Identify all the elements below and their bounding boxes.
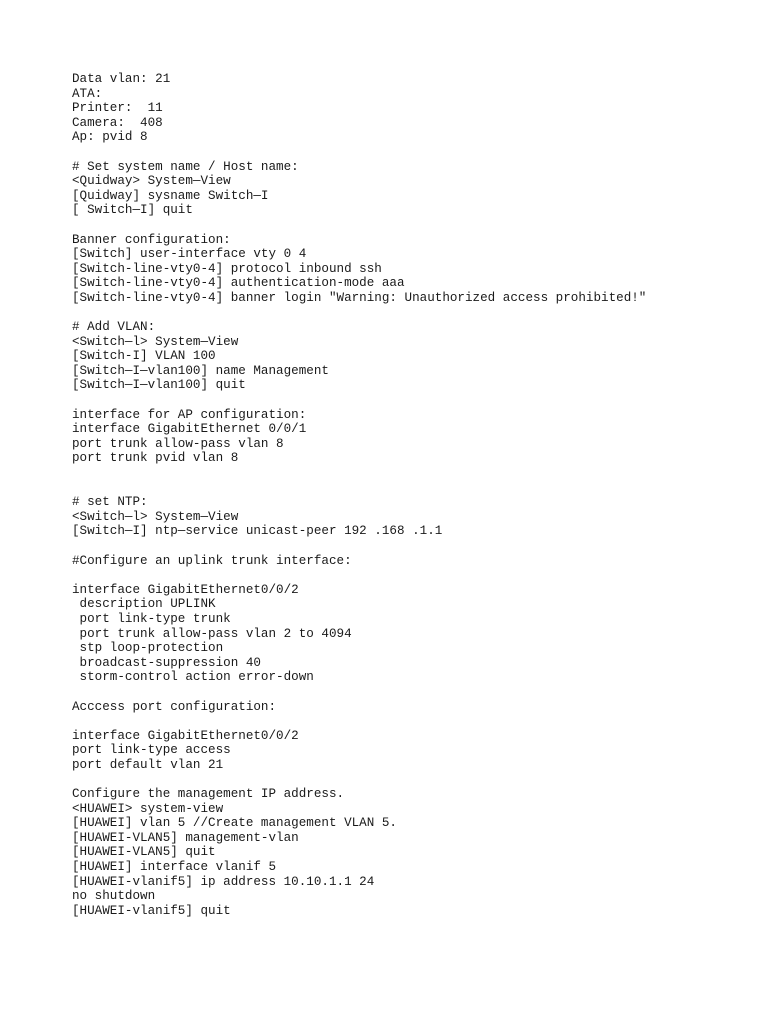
text-line: Camera: 408 (72, 115, 163, 130)
blank-line (72, 714, 752, 729)
blank-line (72, 306, 752, 321)
text-line: stp loop-protection (72, 641, 224, 656)
blank-line (72, 773, 752, 788)
text-line: port trunk pvid vlan 8 (72, 451, 239, 466)
text-line: interface for AP configuration: (72, 407, 307, 422)
text-line: # set NTP: (72, 495, 148, 510)
text-line: [HUAWEI-vlanif5] ip address 10.10.1.1 24 (72, 874, 375, 889)
blank-line (72, 685, 752, 700)
text-line: [Switch—I] ntp—service unicast-peer 192 .168 .1.1 (72, 524, 443, 539)
text-line: storm-control action error-down (72, 670, 314, 685)
text-line: # Set system name / Host name: (72, 159, 299, 174)
text-line: [Switch-line-vty0-4] authentication-mode aaa (72, 276, 405, 291)
text-line: <Switch—l> System—View (72, 509, 239, 524)
text-line: [Switch—I—vlan100] name Management (72, 363, 329, 378)
blank-line (72, 539, 752, 554)
text-line: [Quidway] sysname Switch—I (72, 188, 269, 203)
text-line: port link-type trunk (72, 611, 231, 626)
text-line: ATA: (72, 86, 103, 101)
text-line: #Configure an uplink trunk interface: (72, 553, 352, 568)
text-line: [HUAWEI-VLAN5] management-vlan (72, 830, 299, 845)
text-line: interface GigabitEthernet 0/0/1 (72, 422, 307, 437)
blank-line (72, 568, 752, 583)
text-line: [Switch-line-vty0-4] banner login "Warning: Unauthorized access prohibited!" (72, 290, 647, 305)
text-line: [HUAWEI-vlanif5] quit (72, 903, 231, 918)
text-line: port link-type access (72, 743, 231, 758)
text-line: port trunk allow-pass vlan 2 to 4094 (72, 626, 352, 641)
text-line: Configure the management IP address. (72, 787, 345, 802)
text-line: [Switch—I—vlan100] quit (72, 378, 246, 393)
text-line: Acccess port configuration: (72, 699, 277, 714)
text-line: [HUAWEI] interface vlanif 5 (72, 860, 277, 875)
text-line: # Add VLAN: (72, 320, 156, 335)
text-line: interface GigabitEthernet0/0/2 (72, 728, 299, 743)
text-line: broadcast-suppression 40 (72, 655, 261, 670)
text-line: [Switch] user-interface vty 0 4 (72, 247, 307, 262)
text-line: [Switch-line-vty0-4] protocol inbound ssh (72, 261, 382, 276)
text-line: [Switch-I] VLAN 100 (72, 349, 216, 364)
blank-line (72, 145, 752, 160)
blank-line (72, 218, 752, 233)
text-line: interface GigabitEthernet0/0/2 (72, 582, 299, 597)
text-line: Ap: pvid 8 (72, 130, 148, 145)
blank-line (72, 393, 752, 408)
text-line: [HUAWEI-VLAN5] quit (72, 845, 216, 860)
text-line: no shutdown (72, 889, 156, 904)
text-line: port default vlan 21 (72, 757, 224, 772)
text-line: <HUAWEI> system-view (72, 801, 224, 816)
text-line: <Quidway> System—View (72, 174, 231, 189)
blank-line (72, 481, 752, 496)
text-line: <Switch—l> System—View (72, 334, 239, 349)
text-line: [ Switch—I] quit (72, 203, 193, 218)
text-line: Printer: 11 (72, 101, 163, 116)
text-line: Data vlan: 21 (72, 72, 171, 86)
blank-line (72, 466, 752, 481)
text-line: Banner configuration: (72, 232, 231, 247)
text-line: port trunk allow-pass vlan 8 (72, 436, 284, 451)
text-line: description UPLINK (72, 597, 216, 612)
config-text-body (72, 72, 752, 918)
text-line: [HUAWEI] vlan 5 //Create management VLAN 5. (72, 816, 397, 831)
